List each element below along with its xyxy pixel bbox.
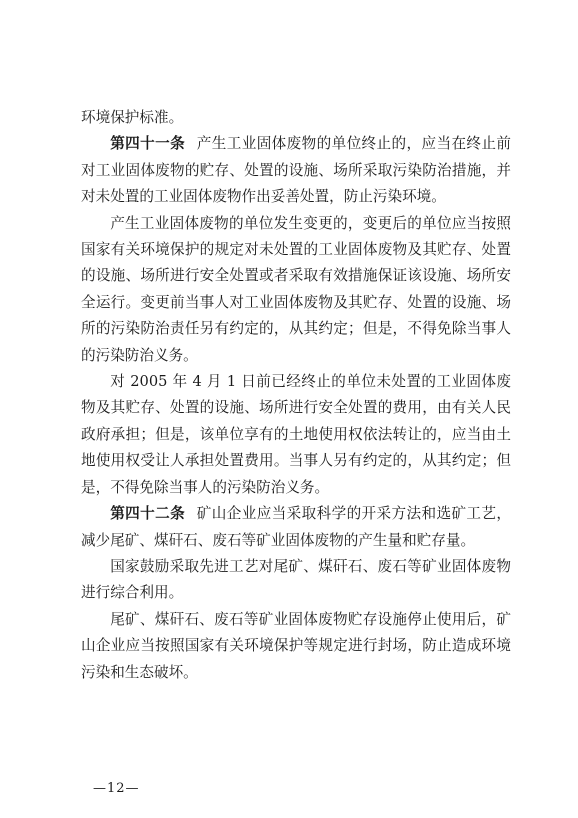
body-text — [81, 105, 511, 686]
article-41-paragraph — [81, 131, 511, 210]
paragraph-text: 环境保护标准。 — [81, 109, 184, 126]
article-42-clause-3 — [81, 607, 511, 686]
article-41-clause-3 — [81, 369, 511, 501]
paragraph-continuation — [81, 105, 511, 131]
article-42-paragraph — [81, 501, 511, 554]
paragraph-text: 对 2005 年 4 月 1 日前已经终止的单位未处置的工业固体废物及其贮存、处置的设施、场所进行安全处置的费用，由有关人民政府承担；但是，该单位享有的土地使用权依法转让的，应当由土地使用权受让人承担处置费用。当事人另有约定的，从其约定；但是，不得免除当事人的污染防治义务。 — [81, 373, 511, 496]
article-41-clause-2 — [81, 211, 511, 369]
article-42-clause-2 — [81, 554, 511, 607]
paragraph-text: 国家鼓励采取先进工艺对尾矿、煤矸石、废石等矿业固体废物进行综合利用。 — [81, 557, 511, 602]
article-42-title: 第四十二条 — [110, 505, 186, 523]
paragraph-text: 矿山企业应当采取科学的开采方法和选矿工艺，减少尾矿、煤矸石、废石等矿业固体废物的产生量和贮存量。 — [81, 505, 511, 549]
paragraph-text: 产生工业固体废物的单位终止的，应当在终止前对工业固体废物的贮存、处置的设施、场所采取污染防治措施，并对未处置的工业固体废物作出妥善处置，防止污染环境。 — [81, 135, 511, 206]
paragraph-text: 尾矿、煤矸石、废石等矿业固体废物贮存设施停止使用后，矿山企业应当按照国家有关环境保护等规定进行封场，防止造成环境污染和生态破坏。 — [81, 610, 511, 681]
paragraph-text: 产生工业固体废物的单位发生变更的，变更后的单位应当按照国家有关环境保护的规定对未处置的工业固体废物及其贮存、处置的设施、场所进行安全处置或者采取有效措施保证该设施、场所安全运行。变更前当事人对工业固体废物及其贮存、处置的设施、场所的污染防治责任另有约定的，从其约定；但是，不得免除当事人的污染防治义务。 — [81, 214, 511, 364]
page-number: —12— — [93, 781, 140, 796]
article-41-title: 第四十一条 — [110, 135, 186, 153]
